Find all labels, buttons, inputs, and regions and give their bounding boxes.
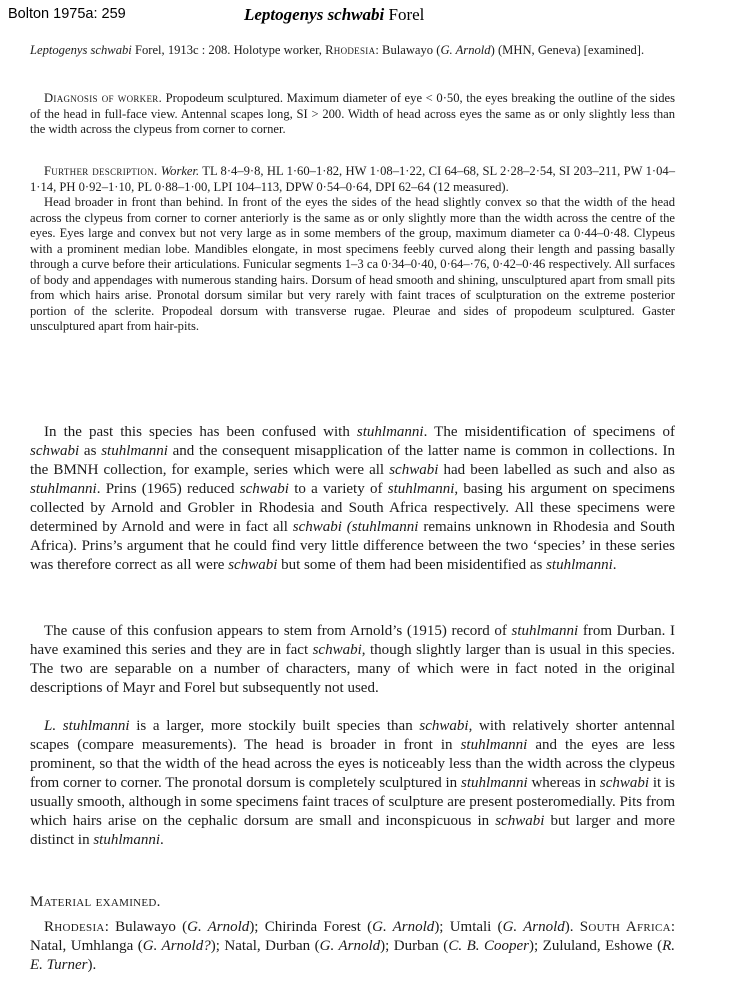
synonymy-name: Leptogenys schwabi bbox=[30, 43, 132, 57]
synonymy-text: : Bulawayo ( bbox=[375, 43, 441, 57]
text-run: and the consequent misapplication of the latter name is common in collections. In the BMNH collection, for example, series which were all bbox=[30, 443, 675, 478]
caste-label: Worker. bbox=[160, 164, 200, 178]
text-run: from Durban. I have examined this series and they are in fact bbox=[30, 623, 675, 658]
text-run: to a variety of bbox=[288, 481, 388, 497]
text-run: In the past this species has been confused with bbox=[44, 424, 357, 440]
measurements-text: TL 8·4–9·8, HL 1·60–1·82, HW 1·08–1·22, CI 64–68, SL 2·28–2·54, SI 203–211, PW 1·04–1·14, PH 0·92–1·10, PL 0·88–1·00, LPI 104–113, DPW 0·54–0·64, DPI 62–64 (12 measured). bbox=[30, 164, 676, 194]
smallcaps-run: Rhodesia bbox=[44, 919, 105, 935]
italic-run: G. Arnold bbox=[372, 919, 435, 935]
text-run: whereas in bbox=[527, 775, 600, 791]
text-run: ); Natal, Durban ( bbox=[210, 938, 320, 954]
italic-run: stuhlmanni bbox=[101, 443, 168, 459]
discussion-paragraph-1 bbox=[30, 423, 675, 575]
synonymy-text: ) (MHN, Geneva) [examined]. bbox=[490, 43, 645, 57]
text-run: but larger and more distinct in bbox=[30, 813, 675, 848]
italic-run: stuhlmanni bbox=[387, 481, 455, 497]
italic-run: schwabi bbox=[228, 557, 278, 573]
discussion-paragraph-2 bbox=[30, 622, 675, 698]
text-run: had been labelled as such and also as bbox=[438, 462, 675, 478]
text-run: as bbox=[79, 443, 102, 459]
italic-run: stuhlmanni bbox=[460, 775, 528, 791]
discussion-paragraph-3 bbox=[30, 717, 675, 850]
italic-run: schwabi bbox=[419, 718, 469, 734]
italic-run: stuhlmanni bbox=[93, 832, 161, 848]
text-run: . bbox=[612, 557, 617, 573]
italic-run: R. E. Turner bbox=[30, 938, 675, 973]
text-run: . Prins (1965) reduced bbox=[96, 481, 240, 497]
text-run: , with relatively shorter antennal scapes (compare measurements). The head is broader in front in bbox=[30, 718, 675, 753]
citation-label: Bolton 1975a: 259 bbox=[8, 6, 126, 22]
text-run: is a larger, more stockily built species than bbox=[129, 718, 420, 734]
synonymy-collector: G. Arnold bbox=[440, 43, 491, 57]
further-heading: Further description. bbox=[44, 164, 158, 178]
material-heading-text: Material examined. bbox=[30, 894, 161, 910]
italic-run: stuhlmanni bbox=[546, 557, 613, 573]
smallcaps-run: South Africa bbox=[579, 919, 671, 935]
text-run: , basing his argument on specimens collected by Arnold and Grobler in Rhodesia and South Africa respectively. All these specimens were determined by Arnold and were in fact all bbox=[30, 481, 675, 535]
text-run: ); Zululand, Eshowe ( bbox=[529, 938, 663, 954]
italic-run: schwabi bbox=[495, 813, 545, 829]
synonymy-entry bbox=[30, 43, 691, 59]
text-run: remains unknown in Rhodesia and South Africa). Prins’s argument that he could find very little difference between the two ‘species’ in these series was therefore correct as all were bbox=[30, 519, 675, 573]
species-author: Forel bbox=[388, 5, 425, 24]
further-description bbox=[30, 164, 675, 335]
material-heading bbox=[30, 893, 675, 912]
italic-run: stuhlmanni bbox=[511, 623, 579, 639]
italic-run: schwabi bbox=[30, 443, 80, 459]
diagnosis-text: Propodeum sculptured. Maximum diameter of eye < 0·50, the eyes breaking the outline of the sides of the head in full-face view. Antennal scapes long, SI > 200. Width of head across eyes the same as or only slightly less than the width across the clypeus from corner to corner. bbox=[30, 91, 675, 136]
diagnosis-paragraph bbox=[30, 91, 675, 138]
text-run: : Bulawayo ( bbox=[104, 919, 188, 935]
diagnosis-heading: Diagnosis of worker. bbox=[44, 91, 163, 105]
italic-run: schwabi bbox=[389, 462, 439, 478]
italic-run: G. Arnold bbox=[319, 938, 381, 954]
text-run: ). bbox=[87, 957, 97, 973]
text-run: ); Umtali ( bbox=[434, 919, 503, 935]
text-run: it is usually smooth, although in some specimens faint traces of sculpture are present posteromedially. Pits from which hairs arise on the cephalic dorsum are small and inconspicuous in bbox=[30, 775, 675, 829]
text-run: . The misidentification of specimens of bbox=[423, 424, 675, 440]
synonymy-region: Rhodesia bbox=[325, 43, 376, 57]
material-list bbox=[30, 918, 675, 975]
text-run: ). bbox=[564, 919, 580, 935]
italic-run: schwabi bbox=[312, 642, 362, 658]
text-run: , though slightly larger than is usual in this species. The two are separable on a number of characters, many of which were in fact noted in the original descriptions of Mayr and Forel but subsequently not used. bbox=[30, 642, 675, 696]
italic-run: stuhlmanni bbox=[460, 737, 528, 753]
italic-run: stuhlmanni bbox=[30, 481, 97, 497]
page-header bbox=[8, 6, 720, 32]
italic-run: stuhlmanni bbox=[356, 424, 424, 440]
description-paragraph: Head broader in front than behind. In front of the eyes the sides of the head slightly convex so that the width of the head across the clypeus from corner to corner anteriorly is the same as or only slightly more than the width across the centre of the eyes. Eyes large and convex but not very large as in some members of the group, maximum diameter ca 0·44–0·48. Clypeus with a prominent median lobe. Mandibles elongate, in most specimens feebly curved along their length and passing basally through a curve before their articulations. Funicular segments 1–3 ca 0·34–0·40, 0·64–·76, 0·42–0·46 respectively. All surfaces of body and appendages with numerous standing hairs. Dorsum of head smooth and shining, unsculptured apart from small pits from which hairs arise. Pronotal dorsum similar but very rarely with faint traces of sculpturation on the extreme posterior portion of the sclerite. Propodeal dorsum with transverse rugae. Pleurae and sides of propodeum sculptured. Gaster unsculptured apart from hair-pits. bbox=[30, 195, 675, 333]
measurements-paragraph bbox=[30, 164, 675, 195]
italic-run: G. Arnold bbox=[187, 919, 250, 935]
species-title bbox=[244, 5, 424, 25]
italic-run: C. B. Cooper bbox=[448, 938, 529, 954]
species-name: Leptogenys schwabi bbox=[244, 5, 385, 24]
italic-run: schwabi bbox=[599, 775, 650, 791]
text-run: ); Chirinda Forest ( bbox=[249, 919, 373, 935]
text-run: . bbox=[160, 832, 164, 848]
italic-run: schwabi bbox=[239, 481, 289, 497]
text-run: The cause of this confusion appears to stem from Arnold’s (1915) record of bbox=[44, 623, 512, 639]
italic-run: G. Arnold bbox=[502, 919, 565, 935]
text-run: : Natal, Umhlanga ( bbox=[30, 919, 676, 954]
synonymy-text: Forel, 1913c : 208. Holotype worker, bbox=[131, 43, 326, 57]
text-run: and the eyes are less prominent, so that the width of the head across the eyes is noticeably less than the width across the clypeus from corner to corner. The pronotal dorsum is completely sculptured in bbox=[30, 737, 675, 791]
italic-run: G. Arnold? bbox=[142, 938, 211, 954]
italic-run: schwabi (stuhlmanni bbox=[292, 519, 419, 535]
italic-run: L. stuhlmanni bbox=[44, 718, 130, 734]
text-run: but some of them had been misidentified as bbox=[277, 557, 547, 573]
text-run: ); Durban ( bbox=[380, 938, 449, 954]
